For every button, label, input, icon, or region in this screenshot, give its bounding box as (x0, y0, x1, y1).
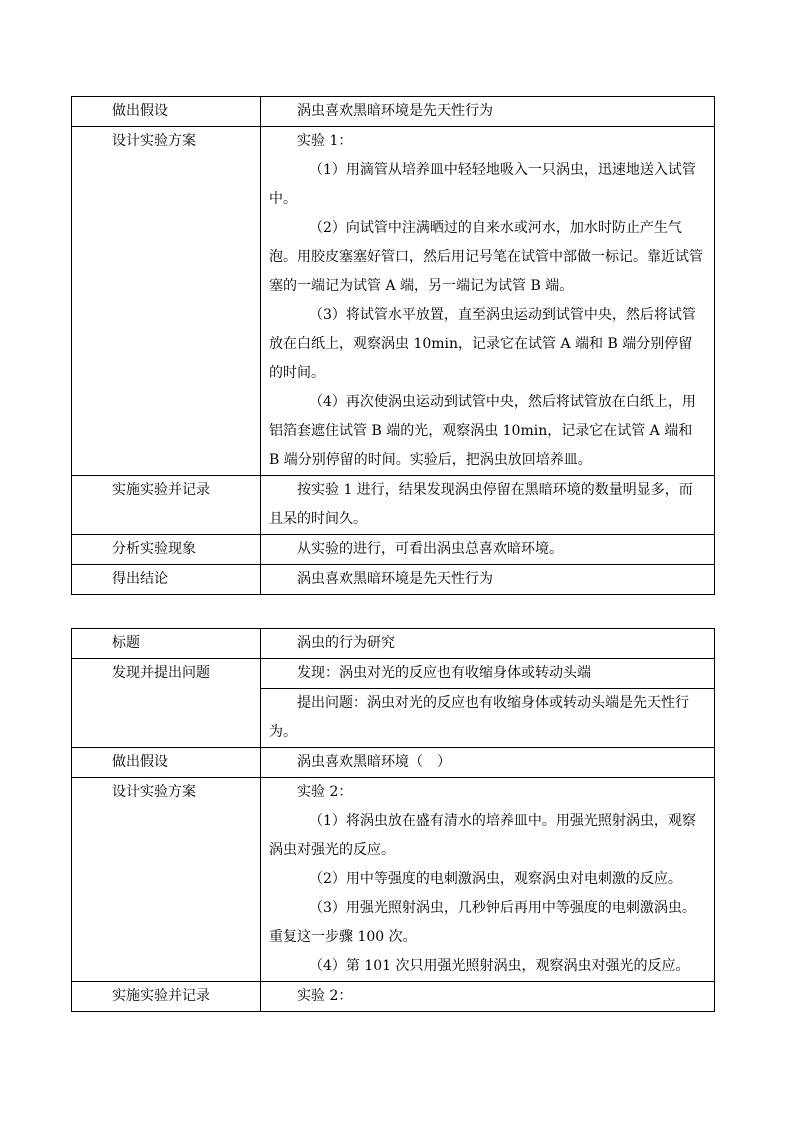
row-label-cell (72, 476, 261, 535)
hypothesis-text: 涡虫喜欢黑暗环境（ ） (297, 754, 451, 770)
experiment-step: （4）再次使涡虫运动到试管中央，然后将试管放在白纸上，用铝箔套遮住试管 B 端的光，观察涡虫 10min，记录它在试管 A 端和 B 端分别停留的时间。实验后，把涡虫放回培养皿。 (269, 394, 696, 468)
conclusion-text: 涡虫喜欢黑暗环境是先天性行为 (297, 571, 493, 587)
row-content-cell (261, 565, 715, 595)
row-label-cell (72, 982, 261, 1012)
row-content-cell (261, 127, 715, 476)
question-label: 发现并提出问题 (112, 665, 210, 681)
design-label: 设计实验方案 (112, 784, 196, 800)
analysis-text: 从实验的进行，可看出涡虫总喜欢暗环境。 (297, 541, 563, 557)
row-content-cell (261, 659, 715, 689)
row-label-cell (72, 748, 261, 778)
row-content-cell (261, 748, 715, 778)
experiment-step: （2）用中等强度的电刺激涡虫，观察涡虫对电刺激的反应。 (309, 871, 682, 887)
row-content-cell (261, 982, 715, 1012)
row-label-cell (72, 97, 261, 127)
title-label: 标题 (112, 635, 140, 651)
record-text: 按实验 1 进行，结果发现涡虫停留在黑暗环境的数量明显多，而且呆的时间久。 (269, 482, 693, 527)
row-label-cell (72, 659, 261, 748)
experiment-step: （1）用滴管从培养皿中轻轻地吸入一只涡虫，迅速地送入试管中。 (269, 162, 696, 207)
table-row (72, 476, 715, 535)
row-content-cell (261, 97, 715, 127)
table-row (72, 97, 715, 127)
row-label: 得出结论 (112, 571, 168, 587)
title-value: 涡虫的行为研究 (297, 635, 395, 651)
row-label-cell (72, 778, 261, 982)
table-row (72, 748, 715, 778)
experiment-step: （1）将涡虫放在盛有清水的培养皿中。用强光照射涡虫，观察涡虫对强光的反应。 (269, 813, 696, 858)
experiment-table-1 (71, 96, 715, 595)
experiment-step: （3）用强光照射涡虫，几秒钟后再用中等强度的电刺激涡虫。重复这一步骤 100 次。 (269, 900, 696, 945)
row-content-cell (261, 689, 715, 748)
experiment-step: （3）将试管水平放置，直至涡虫运动到试管中央，然后将试管放在白纸上，观察涡虫 10min，记录它在试管 A 端和 B 端分别停留的时间。 (269, 307, 696, 381)
hypothesis-text: 涡虫喜欢黑暗环境是先天性行为 (297, 103, 493, 119)
row-label: 设计实验方案 (112, 133, 196, 149)
table-row (72, 127, 715, 476)
row-label: 分析实验现象 (112, 541, 196, 557)
table-row (72, 778, 715, 982)
record-label: 实施实验并记录 (112, 988, 210, 1004)
row-label: 实施实验并记录 (112, 482, 210, 498)
row-content-cell (261, 629, 715, 659)
row-label-cell (72, 127, 261, 476)
hypothesis-label: 做出假设 (112, 754, 168, 770)
table-row (72, 629, 715, 659)
table-row (72, 535, 715, 565)
question-find-text: 发现：涡虫对光的反应也有收缩身体或转动头端 (297, 665, 591, 681)
row-label-cell (72, 565, 261, 595)
row-label-cell (72, 629, 261, 659)
question-ask-text: 提出问题：涡虫对光的反应也有收缩身体或转动头端是先天性行为。 (269, 695, 689, 740)
table-row (72, 659, 715, 689)
table-row (72, 982, 715, 1012)
row-label-cell (72, 535, 261, 565)
experiment-table-2 (71, 628, 715, 1012)
experiment-heading: 实验 2： (297, 784, 353, 800)
record-text: 实验 2： (297, 988, 353, 1004)
table-row (72, 565, 715, 595)
row-label: 做出假设 (112, 103, 168, 119)
experiment-step: （4）第 101 次只用强光照射涡虫，观察涡虫对强光的反应。 (309, 958, 690, 974)
row-content-cell (261, 535, 715, 565)
row-content-cell (261, 476, 715, 535)
experiment-step: （2）向试管中注满晒过的自来水或河水，加水时防止产生气泡。用胶皮塞塞好管口，然后用记号笔在试管中部做一标记。靠近试管塞的一端记为试管 A 端，另一端记为试管 B 端。 (269, 220, 703, 294)
row-content-cell (261, 778, 715, 982)
experiment-heading: 实验 1： (297, 133, 353, 149)
